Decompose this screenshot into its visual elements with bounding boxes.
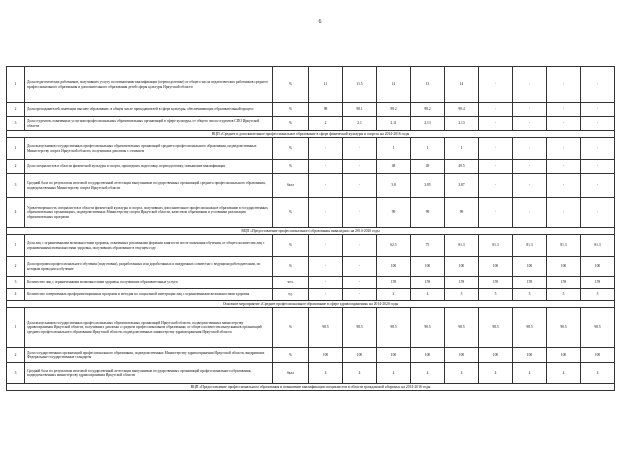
table-row [7, 174, 615, 198]
value-cell: 100 [581, 257, 615, 277]
value-cell: - [309, 235, 343, 257]
table-row [7, 348, 615, 363]
unit-cell: % [273, 198, 309, 228]
value-cell: 11 [309, 67, 343, 103]
value-cell: 4 [377, 363, 411, 384]
section-title: Основное мероприятие «Среднее профессиональное образование в сфере здравоохранения» на 2014-2020 годы [7, 301, 615, 308]
value-cell: 99 [411, 198, 445, 228]
row-number: 3 [7, 174, 25, 198]
value-cell: 98.5 [479, 308, 513, 348]
value-cell: 5 [445, 289, 479, 301]
value-cell: 100 [547, 348, 581, 363]
unit-cell: балл [273, 363, 309, 384]
value-cell: 3.87 [445, 174, 479, 198]
value-cell: 3.85 [411, 174, 445, 198]
value-cell: - [547, 174, 581, 198]
value-cell: 4 [513, 363, 547, 384]
value-cell: 98.2 [411, 103, 445, 117]
value-cell: - [547, 117, 581, 131]
unit-cell: % [273, 117, 309, 131]
indicator-name: Количество совершенных профориентационных программ и методик по социальной интеграции лиц с ограниченными возможностями здоровья [25, 289, 273, 301]
value-cell: - [479, 198, 513, 228]
value-cell: 81.3 [581, 235, 615, 257]
value-cell: - [513, 198, 547, 228]
row-number: 4 [7, 289, 25, 301]
value-cell: - [513, 67, 547, 103]
value-cell: 11.5 [343, 67, 377, 103]
value-cell: - [513, 117, 547, 131]
value-cell: 98.5 [445, 308, 479, 348]
value-cell: 5 [547, 289, 581, 301]
value-cell: - [581, 103, 615, 117]
value-cell: 75 [411, 235, 445, 257]
indicator-name: Количество лиц с ограниченными возможностями здоровья, получивших образовательные услуги [25, 277, 273, 289]
table-row [7, 198, 615, 228]
value-cell: 159 [377, 277, 411, 289]
value-cell: 2.11 [377, 117, 411, 131]
value-cell: - [513, 138, 547, 160]
value-cell: - [513, 174, 547, 198]
value-cell: - [343, 198, 377, 228]
value-cell: 98.2 [377, 103, 411, 117]
value-cell: 49.5 [445, 160, 479, 174]
value-cell: 81.3 [445, 235, 479, 257]
value-cell: 81.3 [547, 235, 581, 257]
value-cell: 4 [309, 363, 343, 384]
value-cell: 100 [513, 348, 547, 363]
value-cell: - [479, 117, 513, 131]
value-cell: 2.13 [445, 117, 479, 131]
value-cell: 99 [377, 198, 411, 228]
value-cell: 98.5 [309, 308, 343, 348]
value-cell: 98 [309, 103, 343, 117]
indicator-name: Доля лиц с ограниченными возможностями здоровья, охваченных различными формами занятости после окончания обучения, от общего количества лиц с ограниченными возможностями здоровья, получивших образование в текущем году [25, 235, 273, 257]
row-number: 3 [7, 117, 25, 131]
value-cell: - [309, 198, 343, 228]
value-cell: - [343, 138, 377, 160]
value-cell: 62.5 [377, 235, 411, 257]
value-cell: 100 [377, 257, 411, 277]
value-cell: 4 [581, 363, 615, 384]
value-cell: 81.3 [513, 235, 547, 257]
value-cell: 49 [411, 160, 445, 174]
table-row [7, 160, 615, 174]
value-cell: - [343, 160, 377, 174]
value-cell: 98.5 [513, 308, 547, 348]
value-cell: - [309, 257, 343, 277]
indicator-name: Доля государственных организаций профессионального образования, подведомственных Министерству здравоохранения Иркутской области, внедривших Федеральные государственные стандарты [25, 348, 273, 363]
unit-cell: балл [273, 174, 309, 198]
value-cell: 4 [547, 363, 581, 384]
table-row [7, 103, 615, 117]
indicator-name: Доля студентов, охваченных услугами профессиональных образовательных организаций в сфере культуры, от общего числа студентов СПО Иркутской области [25, 117, 273, 131]
value-cell: 159 [513, 277, 547, 289]
section-title: ВЦП «Предоставление профессионального образования инвалидам» на 2014-2020 годы [7, 228, 615, 235]
value-cell: 2 [377, 289, 411, 301]
indicator-name: Средний балл по результатам итоговой государственной аттестации выпускников государственных организаций профессионального образования, подведомственных министерству здравоохранения Иркутской области [25, 363, 273, 384]
value-cell: 1 [377, 138, 411, 160]
value-cell: - [479, 67, 513, 103]
value-cell: 159 [479, 277, 513, 289]
value-cell: 5 [581, 289, 615, 301]
value-cell: 2.1 [343, 117, 377, 131]
table-row [7, 277, 615, 289]
value-cell: 4 [445, 363, 479, 384]
value-cell: 100 [343, 348, 377, 363]
indicators-table [6, 66, 615, 391]
value-cell: - [479, 138, 513, 160]
value-cell: 98.5 [547, 308, 581, 348]
table-row [7, 308, 615, 348]
value-cell: - [513, 103, 547, 117]
table-row [7, 117, 615, 131]
row-number: 3 [7, 363, 25, 384]
unit-cell: % [273, 257, 309, 277]
value-cell: 159 [445, 277, 479, 289]
unit-cell: чел. [273, 277, 309, 289]
value-cell: - [547, 103, 581, 117]
value-cell: 4 [479, 363, 513, 384]
value-cell: 48 [377, 160, 411, 174]
value-cell: - [309, 289, 343, 301]
value-cell: 98.5 [581, 308, 615, 348]
value-cell: 4 [343, 363, 377, 384]
section-header-row [7, 131, 615, 138]
value-cell: - [547, 160, 581, 174]
value-cell: 100 [445, 348, 479, 363]
indicator-name: Доля программ профессионального обучения (подготовки), разработанных или доработанных и внедренных совместно с ведущими работодателями, по которым проводится обучение [25, 257, 273, 277]
value-cell: 159 [547, 277, 581, 289]
unit-cell: % [273, 308, 309, 348]
value-cell: 99 [445, 198, 479, 228]
unit-cell: ед. [273, 289, 309, 301]
section-title: ВЦП «Среднее и дополнительное профессиональное образование в сфере физической культуры и спорта» на 2014-2016 годы [7, 131, 615, 138]
value-cell: - [547, 138, 581, 160]
value-cell: - [581, 138, 615, 160]
value-cell: - [547, 67, 581, 103]
table-row [7, 289, 615, 301]
value-cell: 4 [411, 289, 445, 301]
indicator-name: Доля специалистов в области физической культуры и спорта, прошедших подготовку, переподготовку, повышение квалификации [25, 160, 273, 174]
indicator-name: Доля выпускников государственных профессиональных образовательных организаций Иркутской области, подведомственных министерству здравоохранения Иркутской области, получивших дипломы о среднем профессиональном образовании, от общего количества выпускников организаций среднего профессионального образования Иркутской области, подведомственных министерству здравоохранения Иркутской области [25, 308, 273, 348]
value-cell: 81.3 [479, 235, 513, 257]
value-cell: - [309, 174, 343, 198]
unit-cell: % [273, 67, 309, 103]
value-cell: - [309, 138, 343, 160]
value-cell: - [581, 117, 615, 131]
value-cell: - [343, 289, 377, 301]
table-row [7, 67, 615, 103]
section-header-row [7, 384, 615, 391]
value-cell: 4 [411, 363, 445, 384]
value-cell: - [309, 277, 343, 289]
value-cell: - [343, 277, 377, 289]
row-number: 1 [7, 138, 25, 160]
value-cell: 159 [411, 277, 445, 289]
value-cell: - [343, 235, 377, 257]
value-cell: 100 [377, 348, 411, 363]
unit-cell: % [273, 348, 309, 363]
value-cell: 100 [479, 257, 513, 277]
row-number: 2 [7, 103, 25, 117]
table-row [7, 363, 615, 384]
unit-cell: % [273, 235, 309, 257]
unit-cell: % [273, 103, 309, 117]
table-row [7, 138, 615, 160]
value-cell: 100 [445, 257, 479, 277]
row-number: 4 [7, 198, 25, 228]
value-cell: 13 [411, 67, 445, 103]
row-number: 2 [7, 160, 25, 174]
row-number: 3 [7, 277, 25, 289]
value-cell: 159 [581, 277, 615, 289]
value-cell: 98.4 [445, 103, 479, 117]
value-cell: 100 [513, 257, 547, 277]
value-cell: - [343, 174, 377, 198]
row-number: 1 [7, 67, 25, 103]
value-cell: - [479, 103, 513, 117]
value-cell: 100 [309, 348, 343, 363]
row-number: 2 [7, 348, 25, 363]
value-cell: 100 [547, 257, 581, 277]
unit-cell: % [273, 160, 309, 174]
value-cell: - [581, 198, 615, 228]
value-cell: - [479, 174, 513, 198]
unit-cell: % [273, 138, 309, 160]
value-cell: 5 [479, 289, 513, 301]
value-cell: - [513, 160, 547, 174]
table-row [7, 235, 615, 257]
indicator-name: Доля педагогических работников, получивших услугу по повышению квалификации (переподготовке) от общего числа педагогических работников среднего профессионального образования и дополнительного образования детей сферы культуры Иркутской области [25, 67, 273, 103]
row-number: 2 [7, 257, 25, 277]
row-number: 1 [7, 235, 25, 257]
value-cell: 5 [513, 289, 547, 301]
value-cell: 14 [445, 67, 479, 103]
indicator-name: Удовлетворенность специалистов в области физической культуры и спорта, получивших дополнительное профессиональное образование в государственных образовательных организациях, подведомственных Министерству спорта Иркутской области, качеством образования и условиями реализации образовательных программ [25, 198, 273, 228]
value-cell: 98.5 [343, 308, 377, 348]
value-cell: - [343, 257, 377, 277]
value-cell: 1 [411, 138, 445, 160]
value-cell: - [479, 160, 513, 174]
value-cell: - [547, 198, 581, 228]
value-cell: 100 [411, 257, 445, 277]
value-cell: 1 [445, 138, 479, 160]
section-header-row [7, 228, 615, 235]
value-cell: 100 [479, 348, 513, 363]
value-cell: 100 [581, 348, 615, 363]
section-title: ВЦП «Предоставление профессионального образования и повышение квалификации специалистов в области гражданской обороны» на 2014-2016 годы [7, 384, 615, 391]
value-cell: 98.5 [377, 308, 411, 348]
section-header-row [7, 301, 615, 308]
value-cell: 2.13 [411, 117, 445, 131]
indicator-name: Средний балл по результатам итоговой государственной аттестации выпускников государственных организаций среднего профессионального образования, подведомственных Министерству спорта Иркутской области [25, 174, 273, 198]
value-cell: 2 [309, 117, 343, 131]
page-number: 6 [318, 19, 322, 25]
value-cell: - [581, 160, 615, 174]
table-row [7, 257, 615, 277]
value-cell: 12 [377, 67, 411, 103]
indicator-name: Доля выпускников государственных профессиональных образовательных организаций среднего профессионального образования, подведомственных Министерству спорта Иркутской области, получивших дипломы с отличием [25, 138, 273, 160]
row-number: 1 [7, 308, 25, 348]
value-cell: 100 [411, 348, 445, 363]
value-cell: 98.5 [411, 308, 445, 348]
value-cell: - [309, 160, 343, 174]
value-cell: 98.1 [343, 103, 377, 117]
indicators-table-body [7, 67, 615, 391]
value-cell: - [581, 67, 615, 103]
indicator-name: Доля преподавателей, имеющих высшее образование, в общем числе преподавателей в сфере культуры, обеспечивающих образовательный процесс [25, 103, 273, 117]
value-cell: - [581, 174, 615, 198]
value-cell: 3.8 [377, 174, 411, 198]
